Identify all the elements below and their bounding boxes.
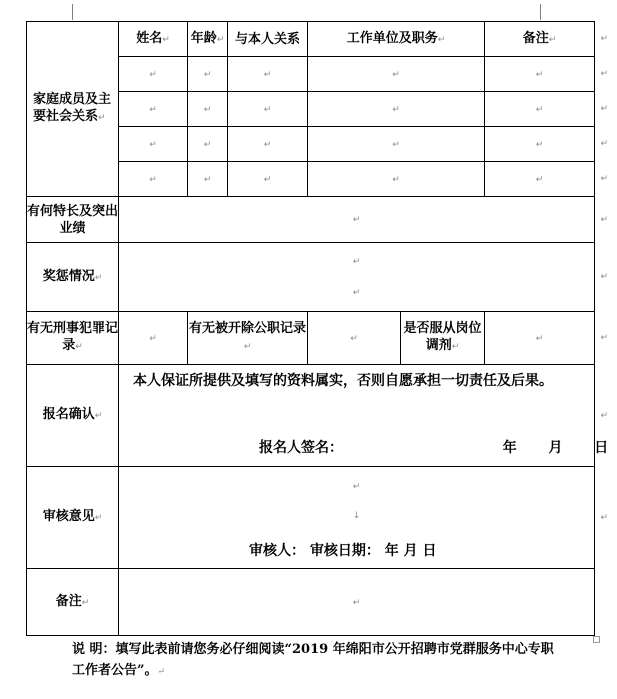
confirm-label: 报名确认 [42,407,95,422]
reviewer-label: 审核人： [249,543,305,559]
family-work-field[interactable]: ↵ [308,127,485,162]
notes-field[interactable]: ↵ [119,569,595,636]
family-name-field[interactable]: ↵ [119,162,188,197]
obey-adjustment-field[interactable]: ↵ ↵ [485,312,595,365]
review-row [27,467,595,569]
review-date-label: 审核日期： [309,543,380,559]
obey-label-cell: 是否服从岗位调剂↵ [401,312,485,365]
dismissal-record-field[interactable]: ↵ [308,312,401,365]
day-label: 日 [594,440,609,456]
review-label-cell: 审核意见↵ [27,467,119,569]
confirm-content-cell: 本人保证所提供及填写的资料属实，否则自愿承担一切责任及后果。 报名人签名： 年 月 日 ↵ [119,365,595,467]
paragraph-mark: ↵ [98,113,106,123]
review-day-label: 日 [422,543,437,559]
notes-label: 备注 [55,593,82,609]
criminal-record-label: 有无刑事犯罪记录 [27,321,119,353]
applicant-signature-label: 报名人签名： [259,440,343,456]
criminal-label-cell: 有无刑事犯罪记录↵ [27,312,119,365]
family-section-label-cell [27,22,119,197]
reviewer-line [249,543,437,560]
footnote-text: 说 明：填写此表前请您务必仔细阅读“2019 年绵阳市公开招聘市党群服务中心专职工作者公告”。 [72,642,554,678]
application-form-table [26,21,609,636]
family-remark-field[interactable]: ↵ ↵ [485,127,595,162]
header-row [27,22,595,57]
family-remark-field[interactable]: ↵ ↵ [485,92,595,127]
col-header-remarks: 备注↵ ↵ [485,22,595,57]
specialties-label-cell [27,197,119,243]
review-month-label: 月 [403,543,418,559]
confirm-statement: 本人保证所提供及填写的资料属实，否则自愿承担一切责任及后果。 [133,373,553,389]
specialties-row [27,197,595,243]
records-row [27,312,595,365]
month-label: 月 [548,440,563,456]
specialties-field[interactable]: ↵ ↵ [119,197,595,243]
col-header-relation: 与本人关系 [228,22,308,57]
footnote: 说 明：填写此表前请您务必仔细阅读“2019 年绵阳市公开招聘市党群服务中心专职工作者公告”。↵ [72,642,554,678]
family-age-field[interactable]: ↵ [188,57,228,92]
table-end-marker [593,636,600,643]
rewards-label: 奖惩情况 [42,268,95,284]
confirm-label-cell: 报名确认↵ [27,365,119,467]
rewards-row [27,243,595,312]
family-name-field[interactable]: ↵ [119,92,188,127]
family-work-field[interactable]: ↵ [308,162,485,197]
crop-mark-top-right [540,4,541,20]
family-remark-field[interactable]: ↵ ↵ [485,162,595,197]
col-header-age: 年龄↵ [188,22,228,57]
review-year-label: 年 [384,543,399,559]
review-opinion-label: 审核意见 [42,509,95,524]
col-header-work-unit: 工作单位及职务↵ [308,22,485,57]
year-label: 年 [502,440,517,456]
end-mark: ↓ [352,511,361,521]
family-age-field[interactable]: ↵ [188,127,228,162]
applicant-signature-line [259,440,608,457]
family-age-field[interactable]: ↵ [188,92,228,127]
family-relation-field[interactable]: ↵ [228,92,308,127]
family-relation-field[interactable]: ↵ [228,127,308,162]
crop-mark-top-left [72,4,73,20]
family-work-field[interactable]: ↵ [308,57,485,92]
confirm-row [27,365,595,467]
rewards-label-cell: 奖惩情况↵ [27,243,119,312]
notes-label-cell: 备注↵ [27,569,119,636]
family-age-field[interactable]: ↵ [188,162,228,197]
rewards-field[interactable]: ↵ ↵ ↵ [119,243,595,312]
col-header-name: 姓名↵ [119,22,188,57]
family-work-field[interactable]: ↵ [308,92,485,127]
review-content-cell[interactable]: ↵ ↓ 审核人： 审核日期： 年 月 日 ↵ [119,467,595,569]
family-name-field[interactable]: ↵ [119,127,188,162]
notes-row [27,569,595,636]
criminal-record-field[interactable]: ↵ [119,312,188,365]
specialties-label: 有何特长及突出业绩 [27,203,119,236]
dismissal-label-cell: 有无被开除公职记录↵ [188,312,308,365]
family-relation-field[interactable]: ↵ [228,162,308,197]
family-name-field[interactable]: ↵ [119,57,188,92]
obey-adjustment-label: 是否服从岗位调剂 [403,321,482,353]
family-remark-field[interactable]: ↵ ↵ [485,57,595,92]
dismissal-record-label: 有无被开除公职记录 [188,321,306,336]
family-section-label: 家庭成员及主要社会关系 [33,92,112,124]
family-relation-field[interactable]: ↵ [228,57,308,92]
